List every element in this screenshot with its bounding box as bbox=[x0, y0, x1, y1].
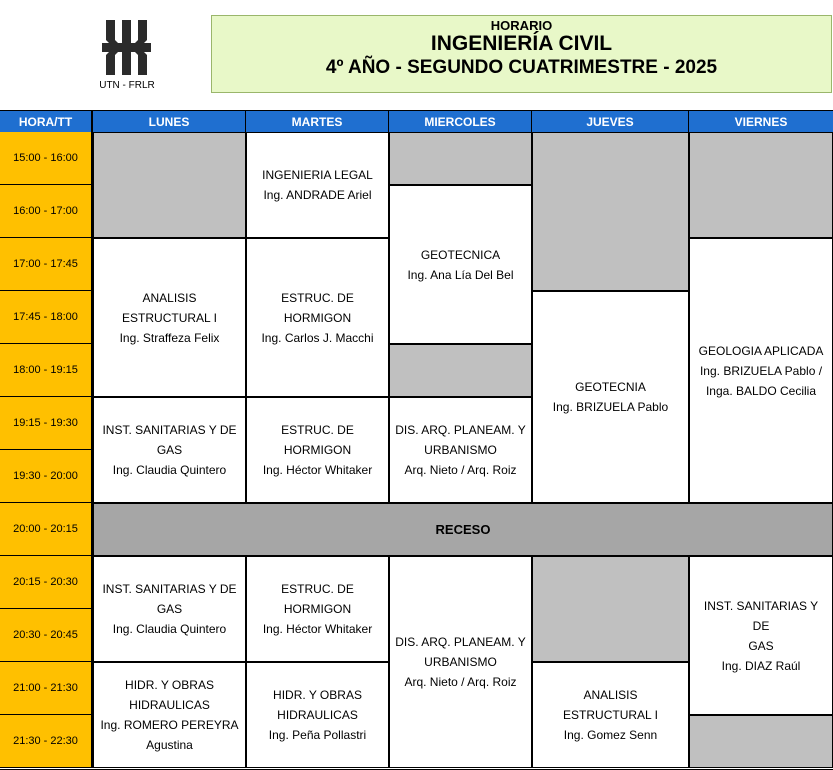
empty-slot bbox=[532, 132, 689, 291]
subject-line: DIS. ARQ. PLANEAM. Y bbox=[395, 423, 526, 437]
time-slot: 18:00 - 19:15 bbox=[0, 344, 93, 397]
time-slot: 19:15 - 19:30 bbox=[0, 397, 93, 450]
class-block bbox=[532, 291, 689, 503]
schedule-label: HORARIO bbox=[490, 18, 553, 33]
time-slot: 15:00 - 16:00 bbox=[0, 132, 93, 185]
empty-slot bbox=[532, 556, 689, 662]
time-slot: 21:30 - 22:30 bbox=[0, 715, 93, 768]
teacher-line: Arq. Nieto / Arq. Roiz bbox=[404, 463, 517, 477]
recess-label: RECESO bbox=[435, 521, 491, 537]
subject-line: URBANISMO bbox=[424, 655, 497, 669]
time-slot: 20:30 - 20:45 bbox=[0, 609, 93, 662]
class-block bbox=[246, 238, 389, 397]
teacher-line: Ing. Peña Pollastri bbox=[268, 728, 367, 742]
time-slot: 20:00 - 20:15 bbox=[0, 503, 93, 556]
class-block bbox=[389, 185, 532, 344]
subject-line: HIDRAULICAS bbox=[129, 698, 210, 712]
subject-line: INGENIERIA LEGAL bbox=[262, 168, 373, 182]
header-friday: VIERNES bbox=[689, 111, 833, 132]
teacher-line: Ing. Carlos J. Macchi bbox=[261, 330, 374, 345]
utn-logo bbox=[92, 14, 161, 81]
subject-line: URBANISMO bbox=[424, 443, 497, 457]
subject-line: ESTRUC. DE bbox=[281, 290, 354, 305]
time-slot: 19:30 - 20:00 bbox=[0, 450, 93, 503]
class-block bbox=[246, 132, 389, 238]
subject-line: GEOLOGIA APLICADA bbox=[698, 343, 824, 358]
subject-line: GAS bbox=[748, 638, 774, 653]
class-block bbox=[93, 238, 246, 397]
class-block bbox=[689, 556, 833, 715]
recess-row bbox=[93, 503, 833, 556]
header-wednesday: MIERCOLES bbox=[389, 111, 532, 132]
header-tuesday: MARTES bbox=[246, 111, 389, 132]
time-slot: 21:00 - 21:30 bbox=[0, 662, 93, 715]
subject-line: DIS. ARQ. PLANEAM. Y bbox=[395, 635, 526, 649]
teacher-line: Agustina bbox=[146, 738, 193, 752]
schedule-grid bbox=[0, 110, 833, 770]
logo-caption: UTN - FRLR bbox=[99, 80, 155, 91]
teacher-line: Ing. Gomez Senn bbox=[563, 728, 658, 742]
teacher-line: Ing. Straffeza Felix bbox=[119, 330, 220, 345]
class-block bbox=[93, 556, 246, 662]
time-slot: 20:15 - 20:30 bbox=[0, 556, 93, 609]
subject-line: INST. SANITARIAS Y DE bbox=[102, 582, 237, 596]
header-monday: LUNES bbox=[93, 111, 246, 132]
subject-line: ESTRUCTURAL I bbox=[122, 310, 217, 325]
subject-line: ESTRUC. DE bbox=[281, 423, 354, 437]
subject-line: INST. SANITARIAS Y DE bbox=[102, 423, 237, 437]
subject-line: GEOTECNIA bbox=[575, 380, 646, 394]
header-thursday: JUEVES bbox=[532, 111, 689, 132]
empty-slot bbox=[389, 344, 532, 397]
subject-line: ESTRUC. DE bbox=[281, 582, 354, 596]
empty-slot bbox=[389, 132, 532, 185]
class-block bbox=[389, 397, 532, 503]
career-title: INGENIERÍA CIVIL bbox=[430, 32, 613, 55]
teacher-line: Ing. Héctor Whitaker bbox=[262, 463, 373, 477]
class-block bbox=[246, 397, 389, 503]
subject-line: HORMIGON bbox=[283, 443, 352, 457]
subject-line: HIDR. Y OBRAS bbox=[273, 688, 362, 702]
teacher-line: Inga. BALDO Cecilia bbox=[705, 383, 817, 398]
subject-line: GAS bbox=[156, 443, 183, 457]
class-block bbox=[246, 556, 389, 662]
teacher-line: Ing. Héctor Whitaker bbox=[262, 622, 373, 636]
time-slot: 17:00 - 17:45 bbox=[0, 238, 93, 291]
teacher-line: Ing. Claudia Quintero bbox=[112, 622, 227, 636]
teacher-line: Ing. BRIZUELA Pablo bbox=[552, 400, 669, 414]
subject-line: ESTRUCTURAL I bbox=[563, 708, 658, 722]
class-block bbox=[532, 662, 689, 768]
empty-slot bbox=[689, 132, 833, 238]
time-slot: 17:45 - 18:00 bbox=[0, 291, 93, 344]
subject-line: INST. SANITARIAS Y DE bbox=[703, 598, 819, 633]
subject-line: HIDR. Y OBRAS bbox=[125, 678, 214, 692]
subject-line: ANALISIS bbox=[142, 290, 197, 305]
empty-slot bbox=[689, 715, 833, 768]
teacher-line: Ing. ROMERO PEREYRA bbox=[100, 718, 239, 732]
subject-line: GEOTECNICA bbox=[420, 247, 501, 262]
teacher-line: Ing. Ana Lía Del Bel bbox=[407, 267, 514, 282]
period-title: 4º AÑO - SEGUNDO CUATRIMESTRE - 2025 bbox=[325, 57, 718, 78]
class-block bbox=[246, 662, 389, 768]
header-time: HORA/TT bbox=[0, 111, 93, 132]
title-banner bbox=[211, 15, 832, 93]
teacher-line: Ing. Claudia Quintero bbox=[112, 463, 227, 477]
class-block bbox=[93, 662, 246, 768]
subject-line: GAS bbox=[156, 602, 183, 616]
empty-slot bbox=[93, 132, 246, 238]
class-block bbox=[689, 238, 833, 503]
subject-line: HORMIGON bbox=[283, 602, 352, 616]
class-block bbox=[93, 397, 246, 503]
subject-line: ANALISIS bbox=[583, 688, 638, 702]
class-block bbox=[389, 556, 532, 768]
teacher-line: Arq. Nieto / Arq. Roiz bbox=[404, 675, 517, 689]
subject-line: HIDRAULICAS bbox=[277, 708, 358, 722]
subject-line: HORMIGON bbox=[283, 310, 352, 325]
teacher-line: Ing. BRIZUELA Pablo / bbox=[699, 363, 823, 378]
time-slot: 16:00 - 17:00 bbox=[0, 185, 93, 238]
teacher-line: Ing. ANDRADE Ariel bbox=[263, 188, 372, 202]
teacher-line: Ing. DIAZ Raúl bbox=[721, 658, 801, 673]
